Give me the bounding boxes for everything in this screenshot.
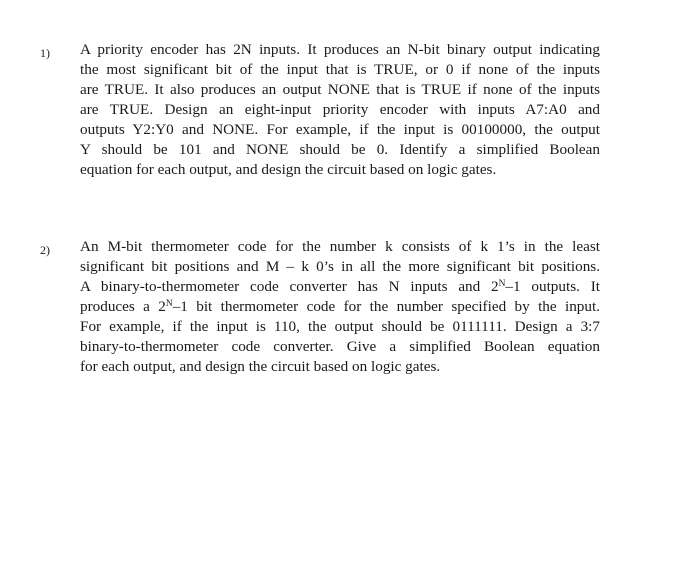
text-line: the most significant bit of the input that is TRUE, or 0 if none of the inputs xyxy=(80,61,600,78)
text-line: significant bit positions and M – k 0’s in all the more significant bit positions. xyxy=(80,258,600,275)
text-segment: A binary-to-thermometer code converter has N inputs and 2 xyxy=(80,278,499,295)
problem-text xyxy=(80,237,600,377)
problem-text xyxy=(80,40,600,180)
text-line: are TRUE. Design an eight-input priority encoder with inputs A7:A0 and xyxy=(80,101,600,118)
text-line: are TRUE. It also produces an output NONE that is TRUE if none of the inputs xyxy=(80,81,600,98)
text-line: For example, if the input is 110, the output should be 0111111. Design a 3:7 xyxy=(80,318,600,335)
text-segment: –1 bit thermometer code for the number specified by the input. xyxy=(172,298,600,315)
text-line xyxy=(80,277,600,297)
text-line: for each output, and design the circuit based on logic gates. xyxy=(80,358,441,375)
text-line: An M-bit thermometer code for the number k consists of k 1’s in the least xyxy=(80,238,600,255)
text-line: binary-to-thermometer code converter. Give a simplified Boolean equation xyxy=(80,338,600,355)
text-line: equation for each output, and design the circuit based on logic gates. xyxy=(80,161,497,178)
text-line xyxy=(80,297,600,317)
text-line: Y should be 101 and NONE should be 0. Identify a simplified Boolean xyxy=(80,141,600,158)
text-line: outputs Y2:Y0 and NONE. For example, if the input is 00100000, the output xyxy=(80,121,600,138)
text-segment: –1 outputs. It xyxy=(505,278,600,295)
text-line: A priority encoder has 2N inputs. It produces an N-bit binary output indicating xyxy=(80,41,600,58)
problem-number: 1) xyxy=(40,46,50,60)
text-segment: produces a 2 xyxy=(80,298,166,315)
problem-number: 2) xyxy=(40,243,50,257)
superscript: N xyxy=(165,298,173,309)
superscript: N xyxy=(498,278,506,289)
